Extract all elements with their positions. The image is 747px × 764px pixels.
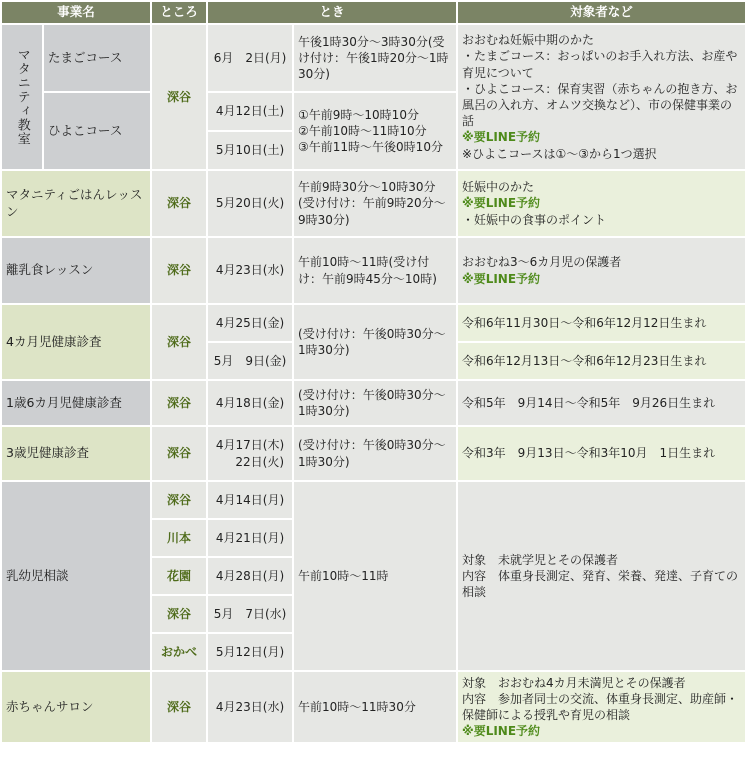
consult-date-1: 4月14日(月) (208, 482, 292, 518)
one-half-date: 4月18日(金) (208, 381, 292, 425)
header-program: 事業名 (2, 2, 150, 23)
four-month-target-2: 令和6年12月13日〜令和6年12月23日生まれ (458, 343, 745, 379)
gohan-target: 妊娠中のかた ※要LINE予約 ・妊娠中の食事のポイント (458, 171, 745, 236)
four-month-place: 深谷 (152, 305, 206, 379)
consult-target: 対象 未就学児とその保護者 内容 体重身長測定、発育、栄養、発達、子育ての相談 (458, 482, 745, 670)
header-place: ところ (152, 2, 206, 23)
maternity-title-cell (2, 25, 42, 169)
hiyoko-date-1: 4月12日(土) (208, 93, 292, 130)
consult-place-5: おかべ (152, 634, 206, 670)
header-row (2, 2, 745, 23)
rinyu-place: 深谷 (152, 238, 206, 303)
rinyu-time: 午前10時〜11時(受け付け：午前9時45分〜10時) (294, 238, 456, 303)
gohan-date: 5月20日(火) (208, 171, 292, 236)
rinyu-date: 4月23日(水) (208, 238, 292, 303)
table-row (2, 482, 745, 518)
table-row (2, 171, 745, 236)
four-month-date-2: 5月 9日(金) (208, 343, 292, 379)
salon-name: 赤ちゃんサロン (2, 672, 150, 742)
consult-date-5: 5月12日(月) (208, 634, 292, 670)
header-time: とき (208, 2, 456, 23)
one-half-name: 1歳6カ月児健康診査 (2, 381, 150, 425)
three-year-dates: 4月17日(木) 22日(火) (208, 427, 292, 480)
consult-place-4: 深谷 (152, 596, 206, 632)
four-month-time: (受け付け：午後0時30分〜1時30分) (294, 305, 456, 379)
consult-date-4: 5月 7日(水) (208, 596, 292, 632)
gohan-place: 深谷 (152, 171, 206, 236)
table-row (2, 238, 745, 303)
four-month-target-1: 令和6年11月30日〜令和6年12月12日生まれ (458, 305, 745, 341)
maternity-target: おおむね妊娠中期のかた ・たまごコース：おっぱいのお手入れ方法、お産や育児について ・ひよこコース：保育実習（赤ちゃんの抱き方、お風呂の入れ方、オムツ交換など）、市の保健事業の話 ※要LINE予約 ※ひよこコースは①〜③から1つ選択 (458, 25, 745, 169)
maternity-place: 深谷 (152, 25, 206, 169)
salon-place: 深谷 (152, 672, 206, 742)
four-month-name: 4カ月児健康診査 (2, 305, 150, 379)
tamago-date: 6月 2日(月) (208, 25, 292, 91)
consult-name: 乳幼児相談 (2, 482, 150, 670)
consult-place-1: 深谷 (152, 482, 206, 518)
course-tamago: たまごコース (44, 25, 150, 91)
salon-target: 対象 おおむね4カ月未満児とその保護者 内容 参加者同士の交流、体重身長測定、助産師・保健師による授乳や育児の相談 ※要LINE予約 (458, 672, 745, 742)
course-hiyoko: ひよこコース (44, 93, 150, 169)
table-row (2, 25, 745, 91)
three-year-target: 令和3年 9月13日〜令和3年10月 1日生まれ (458, 427, 745, 480)
table-row (2, 427, 745, 480)
rinyu-target: おおむね3〜6カ月児の保護者 ※要LINE予約 (458, 238, 745, 303)
gohan-time: 午前9時30分〜10時30分(受け付け：午前9時20分〜9時30分) (294, 171, 456, 236)
maternity-title: マタニティ教室 (14, 48, 30, 146)
table-row (2, 672, 745, 742)
one-half-target: 令和5年 9月14日〜令和5年 9月26日生まれ (458, 381, 745, 425)
gohan-name: マタニティごはんレッスン (2, 171, 150, 236)
rinyu-name: 離乳食レッスン (2, 238, 150, 303)
header-target: 対象者など (458, 2, 745, 23)
salon-time: 午前10時〜11時30分 (294, 672, 456, 742)
consult-date-2: 4月21日(月) (208, 520, 292, 556)
line-note: ※要LINE予約 (462, 130, 541, 145)
four-month-date-1: 4月25日(金) (208, 305, 292, 341)
consult-place-3: 花園 (152, 558, 206, 594)
hiyoko-time: ①午前9時〜10時10分 ②午前10時〜11時10分 ③午前11時〜午後0時10分 (294, 93, 456, 169)
consult-time: 午前10時〜11時 (294, 482, 456, 670)
one-half-place: 深谷 (152, 381, 206, 425)
one-half-time: (受け付け：午後0時30分〜1時30分) (294, 381, 456, 425)
consult-date-3: 4月28日(月) (208, 558, 292, 594)
table-row (2, 305, 745, 341)
three-year-name: 3歳児健康診査 (2, 427, 150, 480)
hiyoko-date-2: 5月10日(土) (208, 132, 292, 169)
salon-date: 4月23日(水) (208, 672, 292, 742)
consult-place-2: 川本 (152, 520, 206, 556)
table-row (2, 381, 745, 425)
three-year-place: 深谷 (152, 427, 206, 480)
three-year-time: (受け付け：午後0時30分〜1時30分) (294, 427, 456, 480)
tamago-time: 午後1時30分〜3時30分(受け付け：午後1時20分〜1時30分) (294, 25, 456, 91)
